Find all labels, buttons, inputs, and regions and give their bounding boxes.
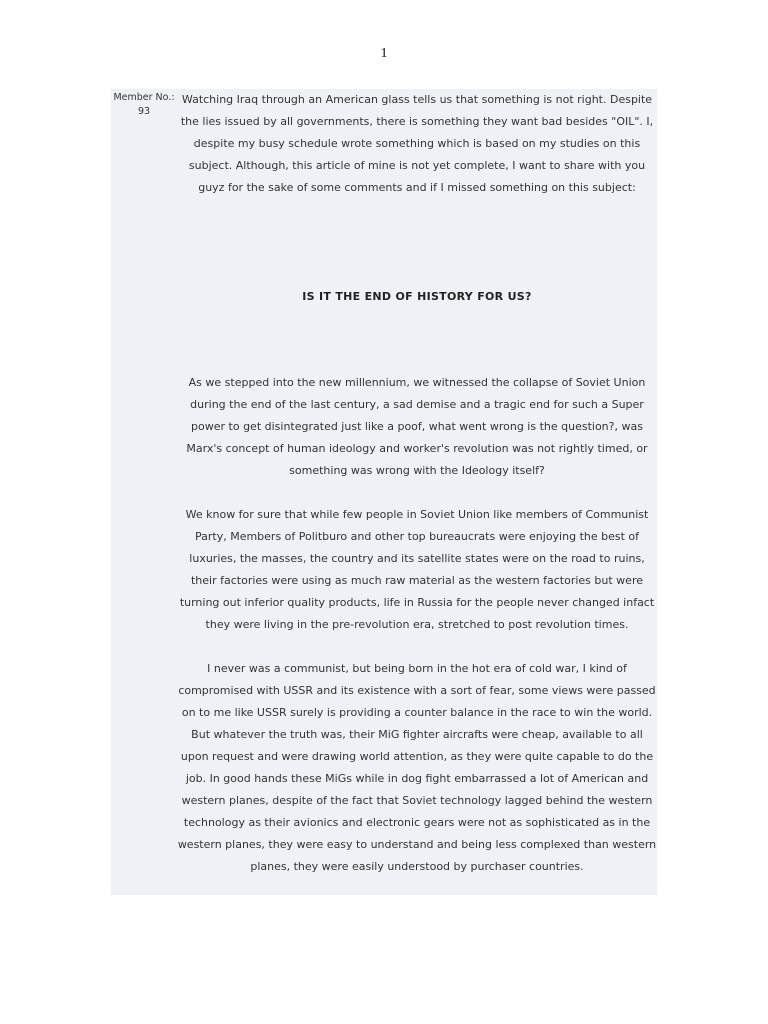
article-paragraph: I never was a communist, but being born in the hot era of cold war, I kind of compromised with USSR and its existence with a sort of fear, some views were passed on to me like USSR surely is providing a counter balance in the race to win the world. But whatever the truth was, their MiG fighter aircrafts were cheap, available to all upon request and were drawing world attention, as they were quite capable to do the job. In good hands these MiGs while in dog fight embarrassed a lot of American and western planes, despite of the fact that Soviet technology lagged behind the western technology as their avionics and electronic gears were not as sophisticated as in the western planes, they were easy to understand and being less complexed than western planes, they were easily understood by purchaser countries. bbox=[177, 662, 657, 873]
article-title: IS IT THE END OF HISTORY FOR US? bbox=[302, 290, 532, 303]
forum-post bbox=[111, 89, 657, 895]
page-number: 1 bbox=[380, 46, 388, 61]
article-paragraph: We know for sure that while few people in Soviet Union like members of Communist Party, Members of Politburo and other top bureaucrats were enjoying the best of luxuries, the masses, the country and its satellite states were on the road to ruins, their factories were using as much raw material as the western factories but were turning out inferior quality products, life in Russia for the people never changed infact they were living in the pre-revolution era, stretched to post revolution times. bbox=[179, 508, 655, 631]
member-label: Member No.: bbox=[113, 92, 175, 103]
member-info bbox=[111, 91, 177, 119]
member-number: 93 bbox=[137, 106, 151, 117]
article-paragraph: As we stepped into the new millennium, we witnessed the collapse of Soviet Union during the end of the last century, a sad demise and a tragic end for such a Super power to get disintegrated just like a poof, what went wrong is the question?, was Marx's concept of human ideology and worker's revolution was not rightly timed, or something was wrong with the Ideology itself? bbox=[186, 376, 648, 477]
post-body bbox=[177, 89, 657, 873]
post-intro: Watching Iraq through an American glass tells us that something is not right. Despite the lies issued by all governments, there is something they want bad besides "OIL". I, despite my busy schedule wrote something which is based on my studies on this subject. Although, this article of mine is not yet complete, I want to share with you guyz for the sake of some comments and if I missed something on this subject: bbox=[180, 93, 654, 194]
